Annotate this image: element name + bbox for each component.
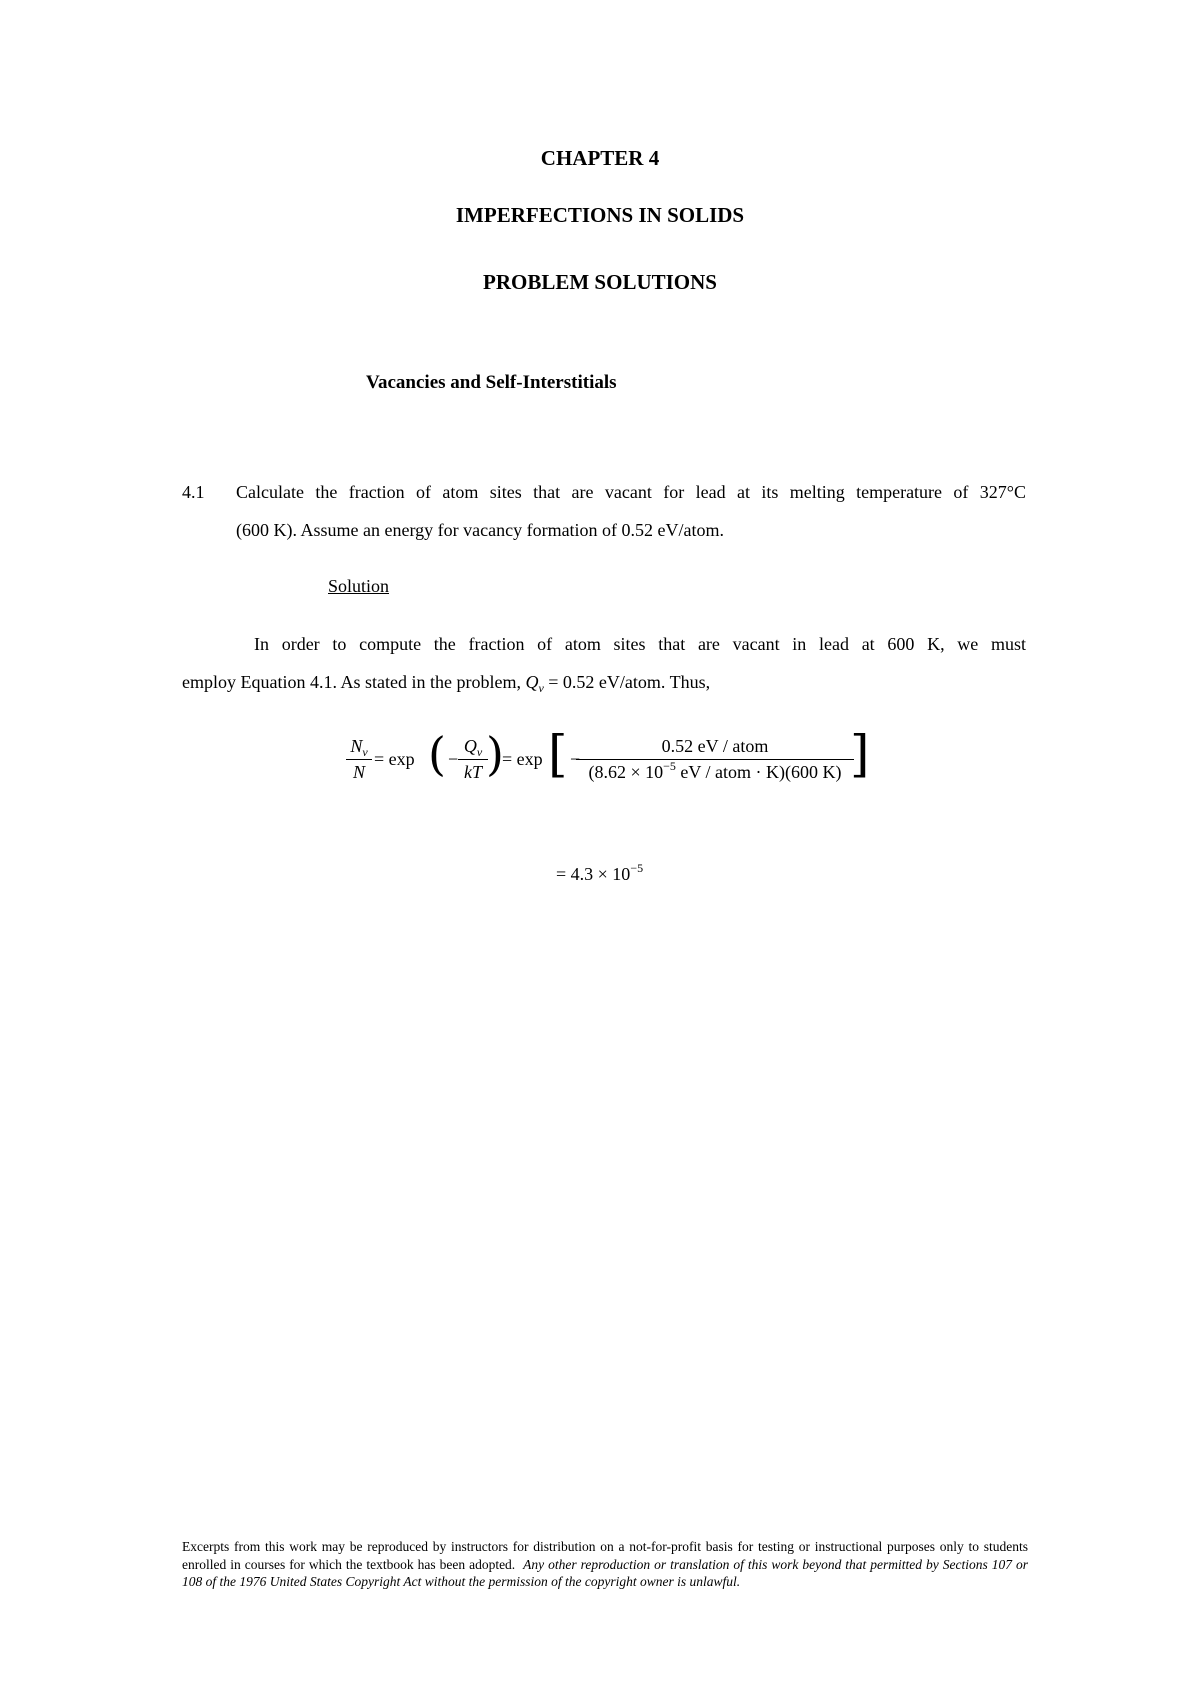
result-line: [556, 861, 644, 884]
footer-normal-text: Excerpts from this work may be reproduced by instructors for distribution on a not-for-profit basis for testing or instructional purposes only to students enrolled in courses for which the textbook has been adopted.: [182, 1539, 1028, 1572]
problem-line-1: Calculate the fraction of atom sites that are vacant for lead at its melting temperature of 327°C: [236, 482, 1026, 502]
right-paren: ): [486, 727, 504, 781]
lhs-denominator: N: [352, 762, 365, 782]
section-heading: Vacancies and Self-Interstitials: [366, 372, 617, 393]
right-bracket: ]: [850, 725, 870, 783]
lhs-numerator-sub: v: [362, 745, 368, 759]
energy-denominator-a: (8.62 × 10: [588, 762, 664, 782]
lhs-numerator: N: [350, 736, 363, 756]
paragraph-line-2: [182, 672, 711, 695]
equals-exp-1: = exp: [374, 749, 415, 769]
q-numerator: Q: [463, 736, 477, 756]
solution-label: Solution: [328, 576, 390, 596]
minus-sign-2: −: [570, 749, 581, 769]
energy-denominator: [576, 759, 854, 783]
footer-italic-text: Any other reproduction or translation of this work beyond that permitted by Sections 107 or 108 of the 1976 United States Copyright Act without the permission of the copyright owner is unlawful.: [182, 1556, 1028, 1589]
paragraph-line-1: In order to compute the fraction of atom sites that are vacant in lead at 600 K, we must: [254, 634, 1026, 654]
lhs-fraction-bar: [346, 759, 372, 760]
energy-numerator: 0.52 eV / atom: [661, 736, 769, 756]
copyright-footer: [182, 1538, 1028, 1591]
energy-denominator-exp: −5: [663, 759, 676, 773]
minus-sign-1: −: [448, 749, 459, 769]
left-bracket: [: [548, 725, 568, 783]
chapter-title: IMPERFECTIONS IN SOLIDS: [455, 203, 745, 227]
problem-line-2: (600 K). Assume an energy for vacancy formation of 0.52 eV/atom.: [236, 520, 725, 540]
result-exponent: −5: [630, 861, 644, 875]
q-numerator-sub: v: [476, 745, 483, 759]
paragraph-line-2-start: employ Equation 4.1. As stated in the problem,: [182, 672, 526, 692]
q-fraction-bar: [458, 759, 488, 760]
paragraph-line-2-end: = 0.52 eV/atom. Thus,: [543, 672, 711, 692]
qv-symbol: Q: [525, 672, 539, 692]
chapter-heading: CHAPTER 4: [540, 146, 660, 170]
left-paren: (: [428, 727, 446, 781]
result-value: = 4.3 × 10: [556, 864, 631, 884]
problem-number: 4.1: [182, 482, 205, 502]
energy-denominator-b: eV / atom · K)(600 K): [675, 762, 842, 782]
qv-subscript: v: [538, 681, 544, 695]
equals-exp-2: = exp: [502, 749, 543, 769]
kt-denominator: kT: [464, 762, 482, 782]
energy-fraction-bar: [576, 759, 854, 760]
chapter-subtitle: PROBLEM SOLUTIONS: [483, 270, 717, 294]
